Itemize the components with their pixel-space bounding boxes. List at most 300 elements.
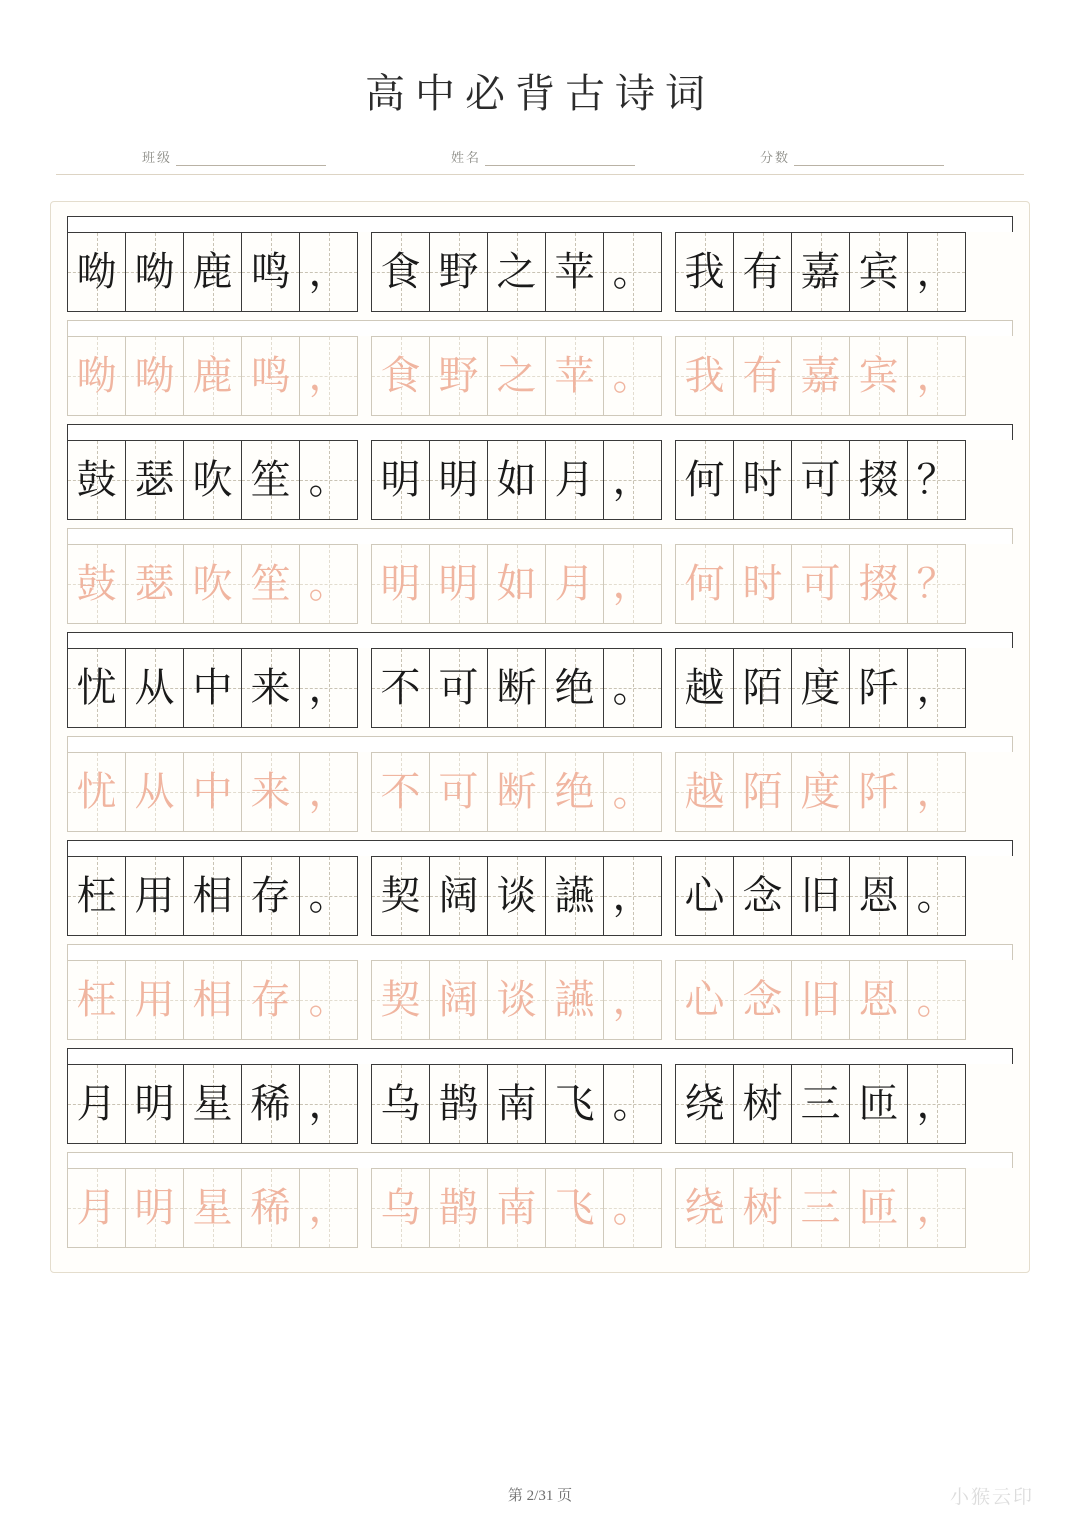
grid-cell[interactable] [67,544,126,624]
character: 。 [612,1081,653,1127]
grid-cell[interactable] [299,752,358,832]
character: ， [916,249,957,295]
grid-cell[interactable] [299,856,358,936]
character: 绕 [684,1081,725,1127]
character: ， [308,1081,349,1127]
character: 如 [496,561,537,607]
character: 中 [192,665,233,711]
grid-cell[interactable] [371,752,430,832]
grid-cell[interactable] [125,1168,184,1248]
row-cells [67,1168,1013,1248]
class-field[interactable] [142,147,326,166]
character: 乌 [380,1081,421,1127]
grid-cell[interactable] [67,440,126,520]
grid-cell[interactable] [241,232,300,312]
grid-cell[interactable] [183,336,242,416]
grid-cell[interactable] [487,1064,546,1144]
character: 嘉 [800,353,841,399]
character: 时 [742,561,783,607]
character: 何 [684,561,725,607]
grid-cell[interactable] [675,336,734,416]
copybook-grid [50,201,1030,1273]
grid-cell[interactable] [371,648,430,728]
class-label: 班级 [142,150,173,165]
row-header-band [67,1048,1013,1064]
character: 吹 [192,457,233,503]
grid-cell[interactable] [183,1168,242,1248]
row-cells [67,232,1013,312]
character: ， [916,353,957,399]
character: 讌 [554,977,595,1023]
grid-cell[interactable] [849,1064,908,1144]
row-header-band [67,944,1013,960]
grid-cell[interactable] [125,856,184,936]
character: 我 [684,249,725,295]
grid-cell[interactable] [429,1064,488,1144]
character: 吹 [192,561,233,607]
grid-cell[interactable] [299,1168,358,1248]
character: 用 [134,977,175,1023]
grid-cell[interactable] [371,544,430,624]
row-cells [67,336,1013,416]
character: 瑟 [134,457,175,503]
grid-cell[interactable] [603,1064,662,1144]
grid-cell[interactable] [733,1064,792,1144]
grid-cell[interactable] [125,648,184,728]
character: 越 [684,769,725,815]
grid-cell[interactable] [907,960,966,1040]
grid-cell[interactable] [675,544,734,624]
grid-cell[interactable] [791,1168,850,1248]
grid-cell[interactable] [125,440,184,520]
group-gap [357,752,371,832]
character: 契 [380,873,421,919]
model-row [67,216,1013,312]
grid-cell[interactable] [125,232,184,312]
character: 从 [134,769,175,815]
row-header-band [67,736,1013,752]
grid-cell[interactable] [675,440,734,520]
grid-cell[interactable] [299,336,358,416]
grid-cell[interactable] [429,648,488,728]
grid-cell[interactable] [241,336,300,416]
grid-cell[interactable] [603,336,662,416]
group-gap [661,544,675,624]
grid-cell[interactable] [849,336,908,416]
character: ， [916,1185,957,1231]
group-gap [357,856,371,936]
grid-cell[interactable] [603,752,662,832]
grid-cell[interactable] [733,232,792,312]
character: 呦 [76,249,117,295]
grid-cell[interactable] [603,856,662,936]
grid-cell[interactable] [299,232,358,312]
character: 月 [554,561,595,607]
grid-cell[interactable] [733,960,792,1040]
grid-cell[interactable] [791,1064,850,1144]
character: 鹿 [192,353,233,399]
grid-cell[interactable] [733,1168,792,1248]
grid-cell[interactable] [487,1168,546,1248]
character: 枉 [76,977,117,1023]
character: 呦 [134,249,175,295]
character: 苹 [554,249,595,295]
grid-cell[interactable] [125,1064,184,1144]
grid-cell[interactable] [487,960,546,1040]
grid-cell[interactable] [791,648,850,728]
character: 断 [496,665,537,711]
grid-cell[interactable] [241,1064,300,1144]
row-cells [67,1064,1013,1144]
character: 断 [496,769,537,815]
grid-cell[interactable] [603,232,662,312]
row-cells [67,440,1013,520]
grid-cell[interactable] [241,648,300,728]
page-number: 第 2/31 页 [507,1488,573,1504]
grid-cell[interactable] [545,544,604,624]
grid-cell[interactable] [371,440,430,520]
grid-cell[interactable] [733,752,792,832]
grid-cell[interactable] [907,232,966,312]
grid-cell[interactable] [125,752,184,832]
character: 食 [380,249,421,295]
model-row [67,1048,1013,1144]
grid-cell[interactable] [675,648,734,728]
character: 。 [612,769,653,815]
grid-cell[interactable] [371,232,430,312]
group-gap [661,336,675,416]
character: 乌 [380,1185,421,1231]
character: 契 [380,977,421,1023]
grid-cell[interactable] [675,960,734,1040]
grid-cell[interactable] [603,544,662,624]
character: 时 [742,457,783,503]
character: 星 [192,1081,233,1127]
grid-cell[interactable] [545,440,604,520]
score-field[interactable] [760,147,944,166]
grid-cell[interactable] [791,440,850,520]
character: 明 [134,1081,175,1127]
grid-cell[interactable] [791,856,850,936]
grid-cell[interactable] [791,336,850,416]
grid-cell[interactable] [487,856,546,936]
row-cells [67,648,1013,728]
grid-cell[interactable] [299,544,358,624]
character: 忧 [76,665,117,711]
grid-cell[interactable] [907,856,966,936]
grid-cell[interactable] [849,1168,908,1248]
grid-cell[interactable] [545,752,604,832]
practice-row [67,944,1013,1040]
name-label: 姓名 [450,150,481,165]
character: 明 [438,457,479,503]
grid-cell[interactable] [183,544,242,624]
grid-cell[interactable] [241,544,300,624]
grid-cell[interactable] [67,232,126,312]
grid-cell[interactable] [429,752,488,832]
character: 明 [438,561,479,607]
grid-cell[interactable] [849,440,908,520]
grid-cell[interactable] [545,336,604,416]
grid-cell[interactable] [241,752,300,832]
grid-cell[interactable] [183,856,242,936]
grid-cell[interactable] [67,648,126,728]
group-gap [661,648,675,728]
character: 阡 [858,665,899,711]
practice-row [67,528,1013,624]
character: 月 [76,1081,117,1127]
grid-cell[interactable] [487,752,546,832]
grid-cell[interactable] [429,544,488,624]
grid-cell[interactable] [545,856,604,936]
character: 宾 [858,353,899,399]
grid-cell[interactable] [675,1168,734,1248]
grid-cell[interactable] [183,752,242,832]
group-gap [661,752,675,832]
grid-cell[interactable] [241,1168,300,1248]
grid-cell[interactable] [733,336,792,416]
grid-cell[interactable] [733,648,792,728]
grid-cell[interactable] [849,648,908,728]
character: 相 [192,873,233,919]
grid-cell[interactable] [183,232,242,312]
character: ， [612,977,653,1023]
character: 。 [916,873,957,919]
character: 掇 [858,561,899,607]
character: 宾 [858,249,899,295]
character: 陌 [742,665,783,711]
character: 南 [496,1185,537,1231]
grid-cell[interactable] [791,960,850,1040]
character: 月 [76,1185,117,1231]
grid-cell[interactable] [545,232,604,312]
character: ？ [916,457,957,503]
grid-cell[interactable] [371,336,430,416]
character: 笙 [250,561,291,607]
character: 讌 [554,873,595,919]
grid-cell[interactable] [183,440,242,520]
character: 南 [496,1081,537,1127]
grid-cell[interactable] [907,1168,966,1248]
group-gap [661,1168,675,1248]
character: 笙 [250,457,291,503]
character: 星 [192,1185,233,1231]
character: ， [308,249,349,295]
grid-cell[interactable] [907,752,966,832]
grid-cell[interactable] [849,960,908,1040]
group-gap [661,1064,675,1144]
character: 度 [800,769,841,815]
character: 忧 [76,769,117,815]
grid-cell[interactable] [487,336,546,416]
grid-cell[interactable] [429,1168,488,1248]
grid-cell[interactable] [125,960,184,1040]
character: 枉 [76,873,117,919]
score-input-line[interactable] [794,153,944,166]
grid-cell[interactable] [299,1064,358,1144]
grid-cell[interactable] [791,752,850,832]
character: ， [612,873,653,919]
grid-cell[interactable] [849,856,908,936]
group-gap [661,440,675,520]
character: 明 [134,1185,175,1231]
grid-cell[interactable] [545,960,604,1040]
character: 心 [684,873,725,919]
grid-cell[interactable] [299,440,358,520]
score-label: 分数 [759,150,790,165]
character: ， [308,769,349,815]
grid-cell[interactable] [241,960,300,1040]
grid-cell[interactable] [791,544,850,624]
character: 从 [134,665,175,711]
practice-row [67,1152,1013,1248]
character: 越 [684,665,725,711]
row-header-band [67,216,1013,232]
grid-cell[interactable] [67,1168,126,1248]
grid-cell[interactable] [675,1064,734,1144]
character: 有 [742,249,783,295]
group-gap [661,232,675,312]
grid-cell[interactable] [241,856,300,936]
grid-cell[interactable] [849,232,908,312]
row-cells [67,544,1013,624]
grid-cell[interactable] [545,1168,604,1248]
grid-cell[interactable] [429,336,488,416]
character: 念 [742,873,783,919]
character: 食 [380,353,421,399]
grid-cell[interactable] [907,544,966,624]
character: 恩 [858,977,899,1023]
grid-cell[interactable] [299,960,358,1040]
grid-cell[interactable] [849,544,908,624]
character: 。 [308,873,349,919]
character: 月 [554,457,595,503]
character: 心 [684,977,725,1023]
grid-cell[interactable] [603,1168,662,1248]
grid-cell[interactable] [545,1064,604,1144]
row-header-band [67,840,1013,856]
name-field[interactable] [451,147,635,166]
grid-cell[interactable] [429,856,488,936]
character: 如 [496,457,537,503]
grid-cell[interactable] [907,1064,966,1144]
group-gap [357,1168,371,1248]
grid-cell[interactable] [371,856,430,936]
character: 鼓 [76,457,117,503]
class-input-line[interactable] [176,153,326,166]
character: 野 [438,353,479,399]
grid-cell[interactable] [603,648,662,728]
row-cells [67,960,1013,1040]
grid-cell[interactable] [907,648,966,728]
grid-cell[interactable] [67,960,126,1040]
character: ， [612,457,653,503]
grid-cell[interactable] [675,752,734,832]
name-input-line[interactable] [485,153,635,166]
grid-cell[interactable] [67,1064,126,1144]
character: 掇 [858,457,899,503]
grid-cell[interactable] [371,960,430,1040]
character: 。 [612,1185,653,1231]
grid-cell[interactable] [545,648,604,728]
grid-cell[interactable] [603,440,662,520]
character: 鹊 [438,1185,479,1231]
grid-cell[interactable] [67,752,126,832]
character: 我 [684,353,725,399]
character: 野 [438,249,479,295]
practice-row [67,736,1013,832]
model-row [67,424,1013,520]
grid-cell[interactable] [125,336,184,416]
grid-cell[interactable] [183,960,242,1040]
grid-cell[interactable] [429,440,488,520]
grid-cell[interactable] [183,648,242,728]
group-gap [357,960,371,1040]
watermark: 小猴云印 [949,1486,1034,1508]
character: 。 [612,665,653,711]
character: ， [308,1185,349,1231]
grid-cell[interactable] [371,1168,430,1248]
character: 可 [438,665,479,711]
grid-cell[interactable] [487,440,546,520]
grid-cell[interactable] [371,1064,430,1144]
grid-cell[interactable] [675,856,734,936]
character: 。 [612,249,653,295]
grid-cell[interactable] [67,856,126,936]
character: 可 [800,457,841,503]
character: 何 [684,457,725,503]
row-header-band [67,320,1013,336]
group-gap [357,544,371,624]
character: 鸣 [250,353,291,399]
grid-cell[interactable] [603,960,662,1040]
grid-cell[interactable] [849,752,908,832]
grid-cell[interactable] [487,232,546,312]
group-gap [357,336,371,416]
grid-cell[interactable] [487,648,546,728]
grid-cell[interactable] [791,232,850,312]
grid-cell[interactable] [733,856,792,936]
model-row [67,840,1013,936]
grid-cell[interactable] [733,440,792,520]
grid-cell[interactable] [67,336,126,416]
grid-cell[interactable] [907,336,966,416]
character: 三 [800,1185,841,1231]
grid-cell[interactable] [487,544,546,624]
character: 可 [800,561,841,607]
grid-cell[interactable] [241,440,300,520]
character: 谈 [496,873,537,919]
character: ， [308,665,349,711]
grid-cell[interactable] [183,1064,242,1144]
grid-cell[interactable] [299,648,358,728]
grid-cell[interactable] [733,544,792,624]
grid-cell[interactable] [675,232,734,312]
character: 呦 [76,353,117,399]
character: 存 [250,873,291,919]
row-cells [67,856,1013,936]
character: 存 [250,977,291,1023]
character: 阔 [438,873,479,919]
grid-cell[interactable] [907,440,966,520]
grid-cell[interactable] [429,960,488,1040]
grid-cell[interactable] [125,544,184,624]
character: 树 [742,1185,783,1231]
character: 鹿 [192,249,233,295]
grid-cell[interactable] [429,232,488,312]
character: 谈 [496,977,537,1023]
character: 。 [308,457,349,503]
